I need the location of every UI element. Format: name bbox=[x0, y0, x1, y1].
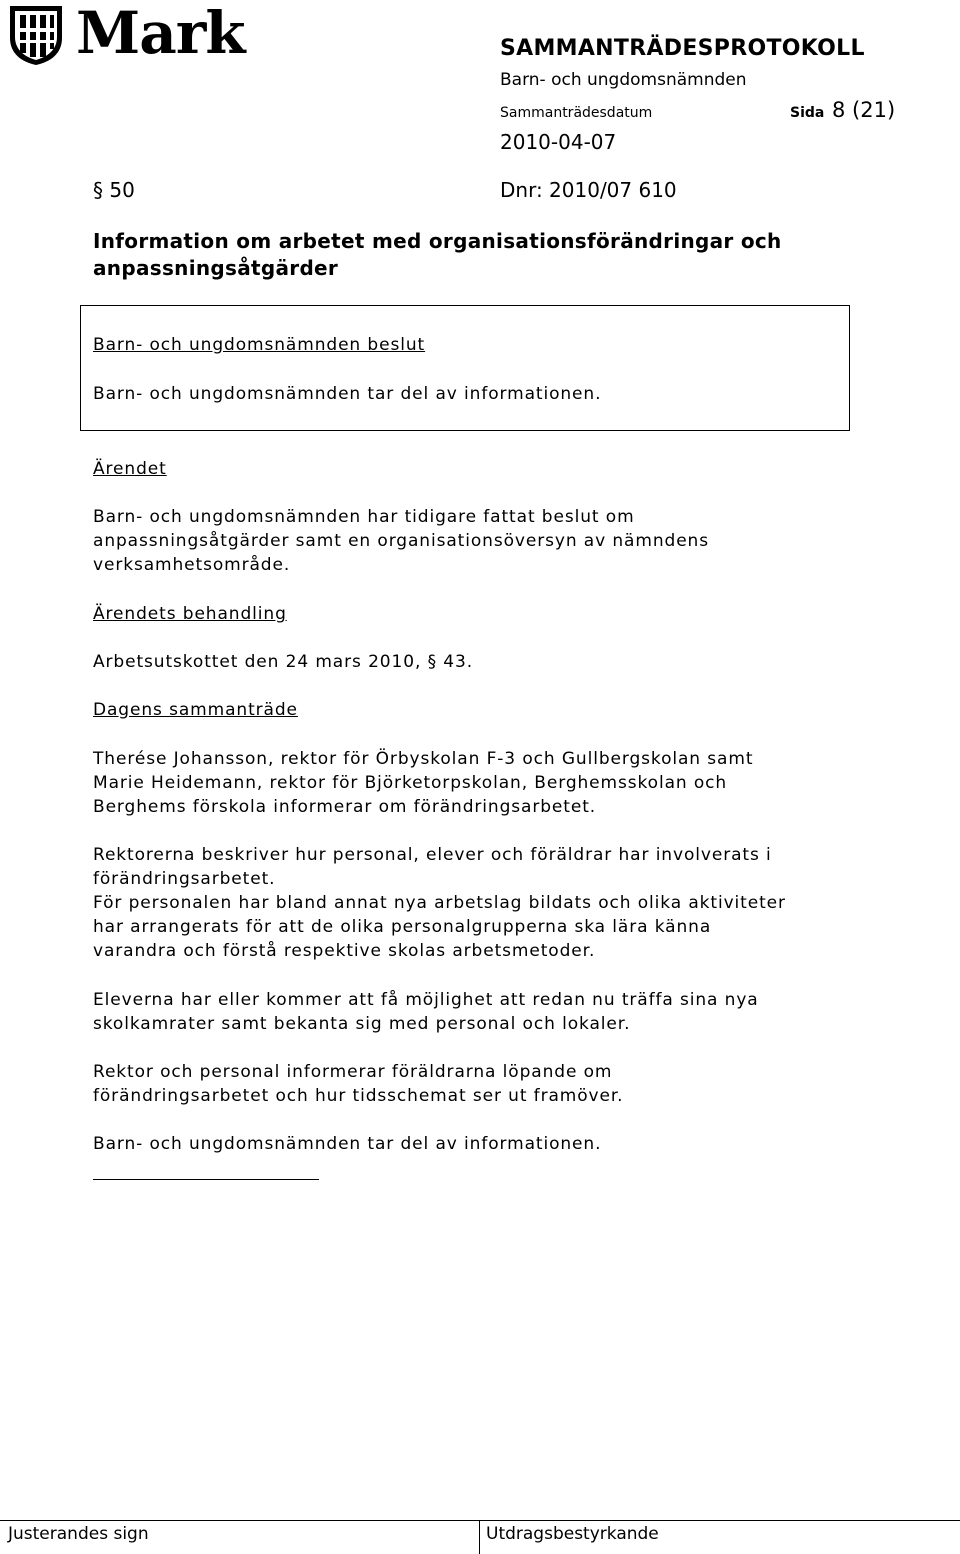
meeting-heading: Dagens sammanträde bbox=[93, 700, 298, 720]
municipality-logo bbox=[6, 0, 256, 67]
handling-text-prefix: Arbetsutskottet den 24 mars 2010, bbox=[93, 652, 422, 672]
footer-certification-label: Utdragsbestyrkande bbox=[486, 1524, 659, 1544]
footer-column-divider bbox=[479, 1520, 480, 1554]
meeting-paragraph-line: förändringsarbetet och hur tidsschemat ser ut framöver. bbox=[93, 1086, 624, 1106]
meeting-paragraph-line: skolkamrater samt bekanta sig med personal och lokaler. bbox=[93, 1014, 631, 1034]
footer-signature-label: Justerandes sign bbox=[8, 1524, 149, 1544]
meeting-paragraph-line: Rektor och personal informerar föräldrarna löpande om bbox=[93, 1062, 613, 1082]
paragraph-number bbox=[93, 178, 135, 202]
footer-divider bbox=[0, 1520, 960, 1521]
page-number: 8 (21) bbox=[832, 98, 896, 122]
matter-heading: Ärendet bbox=[93, 459, 167, 479]
decision-heading: Barn- och ungdomsnämnden beslut bbox=[93, 335, 426, 355]
meeting-date-label: Sammanträdesdatum bbox=[500, 105, 653, 121]
meeting-paragraph-line: Therése Johansson, rektor för Örbyskolan F-3 och Gullbergskolan samt bbox=[93, 749, 754, 769]
meeting-paragraph-line: förändringsarbetet. bbox=[93, 869, 276, 889]
document-title: SAMMANTRÄDESPROTOKOLL bbox=[500, 36, 865, 61]
handling-text bbox=[93, 650, 473, 674]
paragraph-sign: § bbox=[93, 178, 103, 202]
meeting-paragraph-line: Eleverna har eller kommer att få möjlighet att redan nu träffa sina nya bbox=[93, 990, 759, 1010]
diary-number: Dnr: 2010/07 610 bbox=[500, 178, 677, 202]
item-title-line: anpassningsåtgärder bbox=[93, 256, 339, 280]
meeting-date: 2010-04-07 bbox=[500, 130, 617, 154]
meeting-paragraph-line: För personalen har bland annat nya arbetslag bildats och olika aktiviteter bbox=[93, 893, 786, 913]
end-rule bbox=[93, 1179, 319, 1180]
meeting-paragraph-line: har arrangerats för att de olika personalgrupperna ska lära känna bbox=[93, 917, 712, 937]
matter-line: anpassningsåtgärder samt en organisationsöversyn av nämndens bbox=[93, 531, 709, 551]
meeting-paragraph-line: Berghems förskola informerar om förändringsarbetet. bbox=[93, 797, 597, 817]
paragraph-sign: § bbox=[427, 652, 437, 672]
matter-line: verksamhetsområde. bbox=[93, 555, 291, 575]
handling-text-suffix: 43. bbox=[443, 652, 474, 672]
meeting-paragraph-line: varandra och förstå respektive skolas arbetsmetoder. bbox=[93, 941, 596, 961]
handling-heading: Ärendets behandling bbox=[93, 604, 287, 624]
meeting-paragraph-line: Marie Heidemann, rektor för Björketorpskolan, Berghemsskolan och bbox=[93, 773, 728, 793]
meeting-closing: Barn- och ungdomsnämnden tar del av informationen. bbox=[93, 1134, 602, 1154]
board-name: Barn- och ungdomsnämnden bbox=[500, 70, 747, 90]
item-title-line: Information om arbetet med organisationsförändringar och bbox=[93, 229, 782, 253]
page-label: Sida bbox=[790, 105, 825, 121]
matter-line: Barn- och ungdomsnämnden har tidigare fattat beslut om bbox=[93, 507, 635, 527]
decision-text: Barn- och ungdomsnämnden tar del av informationen. bbox=[93, 384, 602, 404]
decision-box bbox=[80, 305, 850, 431]
meeting-paragraph-line: Rektorerna beskriver hur personal, elever och föräldrar har involverats i bbox=[93, 845, 772, 865]
paragraph-number-value: 50 bbox=[109, 178, 135, 202]
logo-wordmark: Mark bbox=[76, 0, 245, 67]
municipality-crest-icon bbox=[6, 4, 66, 66]
item-title bbox=[93, 228, 893, 282]
